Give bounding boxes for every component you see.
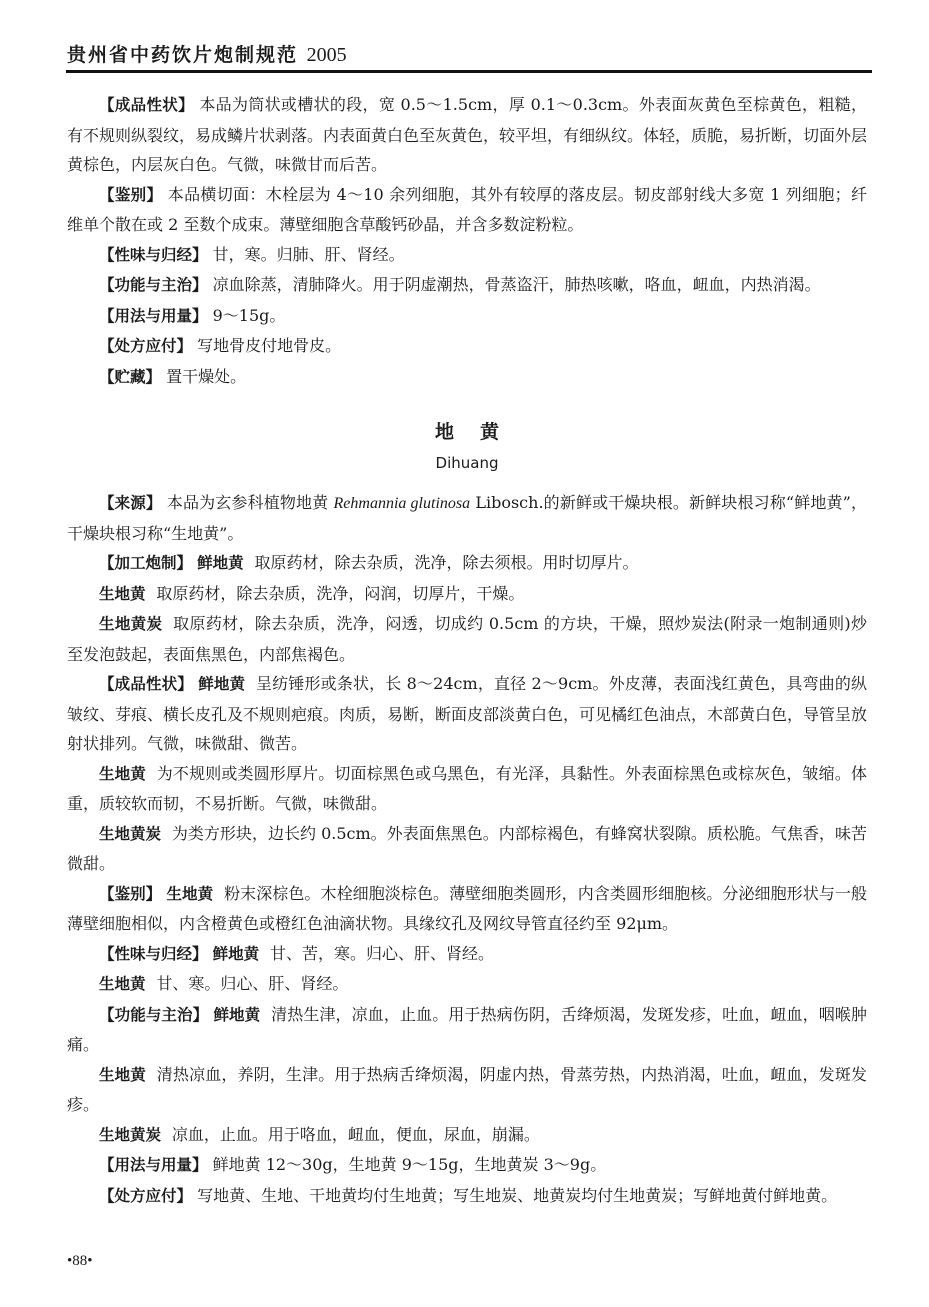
prev-characters: 【成品性状】 本品为筒状或槽状的段，宽 0.5～1.5cm，厚 0.1～0.3cm。外表面灰黄色至棕黄色，粗糙，有不规则纵裂纹，易成鳞片状剥落。内表面黄白色至灰黄色，较平坦，有细纵纹。体轻，质脆，易折断，切面外层黄棕色，内层灰白色。气微，味微甘而后苦。	[67, 95, 868, 174]
running-head	[67, 40, 347, 67]
book-year: 2005	[306, 44, 347, 66]
book-title: 贵州省中药饮片炮制规范	[67, 44, 299, 66]
dosage-paragraph: 【用法与用量】 鲜地黄 12～30g，生地黄 9～15g，生地黄炭 3～9g。	[99, 1155, 607, 1174]
characters-paragraph: 【成品性状】 鲜地黄 呈纺锤形或条状，长 8～24cm，直径 2～9cm。外皮薄，表面浅红黄色，具弯曲的纵皱纹、芽痕、横长皮孔及不规则疤痕。肉质，易断，断面皮部淡黄白色，可见橘红色油点，木部黄白色，导管呈放射状排列。气微，味微甜、微苦。	[67, 674, 868, 753]
page-body	[67, 90, 867, 1211]
characters-item: 生地黄 为不规则或类圆形厚片。切面棕黑色或乌黑色，有光泽，具黏性。外表面棕黑色或棕灰色，皱缩。体重，质较软而韧，不易折断。气微，味微甜。	[67, 763, 867, 813]
header-rule	[66, 70, 872, 73]
source-paragraph: 【来源】 本品为玄参科植物地黄 Rehmannia glutinosa Libosch.的新鲜或干燥块根。新鲜块根习称“鲜地黄”，干燥块根习称“生地黄”。	[67, 493, 867, 543]
functions-item: 生地黄炭 凉血，止血。用于咯血，衄血，便血，尿血，崩漏。	[99, 1124, 540, 1144]
nature-item: 生地黄 甘、寒。归心、肝、肾经。	[99, 974, 349, 993]
characters-item: 生地黄炭 为类方形块，边长约 0.5cm。外表面焦黑色。内部棕褐色，有蜂窝状裂隙。质松脆。气焦香，味苦微甜。	[67, 823, 867, 873]
nature-paragraph: 【性味与归经】 鲜地黄 甘、苦，寒。归心、肝、肾经。	[99, 943, 494, 963]
functions-item: 生地黄 清热凉血，养阴，生津。用于热病舌绛烦渴，阴虚内热，骨蒸劳热，内热消渴，吐血，衄血，发斑发疹。	[67, 1064, 867, 1114]
prev-identification: 【鉴别】 本品横切面：木栓层为 4～10 余列细胞，其外有较厚的落皮层。韧皮部射线大多宽 1 列细胞；纤维单个散在或 2 至数个成束。薄壁细胞含草酸钙砂晶，并含多数淀粉粒。	[67, 184, 867, 234]
dispensing-paragraph: 【处方应付】 写地黄、生地、干地黄均付生地黄；写生地炭、地黄炭均付生地黄炭；写鲜地黄付鲜地黄。	[99, 1185, 838, 1205]
entry-pinyin: Dihuang	[435, 454, 499, 472]
functions-paragraph: 【功能与主治】 鲜地黄 清热生津，凉血，止血。用于热病伤阴，舌绛烦渴，发斑发疹，吐血，衄血，咽喉肿痛。	[67, 1004, 867, 1054]
prev-dispensing: 【处方应付】 写地骨皮付地骨皮。	[99, 336, 342, 355]
processing-item: 生地黄 取原药材，除去杂质，洗净，闷润，切厚片，干燥。	[99, 583, 525, 603]
prev-nature: 【性味与归经】 甘，寒。归肺、肝、肾经。	[99, 244, 405, 264]
prev-dosage: 【用法与用量】 9～15g。	[99, 305, 286, 325]
identification-paragraph: 【鉴别】 生地黄 粉末深棕色。木栓细胞淡棕色。薄壁细胞类圆形，内含类圆形细胞核。分泌细胞形状与一般薄壁细胞相似，内含橙黄色或橙红色油滴状物。具缘纹孔及网纹导管直径约至 92μm。	[67, 883, 867, 933]
prev-storage: 【贮藏】 置干燥处。	[99, 366, 247, 386]
prev-functions: 【功能与主治】 凉血除蒸，清肺降火。用于阴虚潮热，骨蒸盗汗，肺热咳嗽，咯血，衄血，内热消渴。	[99, 275, 821, 294]
entry-title: 地黄	[434, 421, 525, 443]
processing-paragraph: 【加工炮制】 鲜地黄 取原药材，除去杂质，洗净，除去须根。用时切厚片。	[99, 553, 639, 572]
page-number: •88•	[67, 1253, 93, 1269]
latin-name: Rehmannia glutinosa	[333, 495, 471, 512]
processing-item: 生地黄炭 取原药材，除去杂质，洗净，闷透，切成约 0.5cm 的方块，干燥，照炒炭法(附录一炮制通则)炒至发泡鼓起，表面焦黑色，内部焦褐色。	[67, 614, 867, 664]
